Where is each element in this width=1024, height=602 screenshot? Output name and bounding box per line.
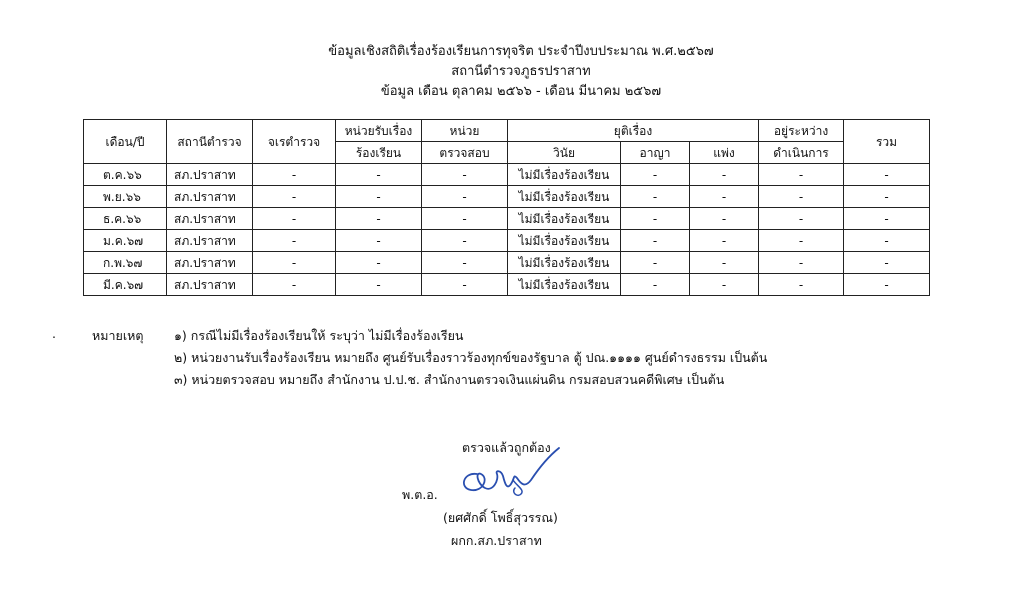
cell-criminal: - (621, 164, 690, 186)
header-civil: แพ่ง (690, 142, 759, 164)
document-title (0, 42, 1024, 102)
cell-total: - (844, 274, 930, 296)
cell-inspection: - (422, 186, 508, 208)
cell-month: ต.ค.๖๖ (84, 164, 167, 186)
table-row (84, 164, 930, 186)
cell-month: ก.พ.๖๗ (84, 252, 167, 274)
cell-civil: - (690, 164, 759, 186)
remark-item-1: ๑) กรณีไม่มีเรื่องร้องเรียนให้ ระบุว่า ไม่มีเรื่องร้องเรียน (174, 328, 464, 343)
signer-name: (ยศศักดิ์ โพธิ์สุวรรณ) (443, 510, 558, 525)
table-row (84, 208, 930, 230)
cell-station: สภ.ปราสาท (167, 230, 253, 252)
cell-receiving: - (336, 274, 422, 296)
cell-civil: - (690, 208, 759, 230)
cell-receiving: - (336, 208, 422, 230)
cell-traffic: - (253, 186, 336, 208)
cell-in-progress: - (759, 230, 844, 252)
cell-in-progress: - (759, 274, 844, 296)
header-receiving-unit-line2: ร้องเรียน (336, 142, 422, 164)
header-month: เดือน/ปี (84, 120, 167, 164)
cell-traffic: - (253, 208, 336, 230)
cell-in-progress: - (759, 252, 844, 274)
cell-discipline: ไม่มีเรื่องร้องเรียน (508, 164, 621, 186)
cell-inspection: - (422, 252, 508, 274)
handwritten-signature (455, 444, 565, 502)
cell-discipline: ไม่มีเรื่องร้องเรียน (508, 230, 621, 252)
header-in-progress-line1: อยู่ระหว่าง (759, 120, 844, 142)
signer-rank: พ.ต.อ. (402, 487, 438, 502)
title-line-3: ข้อมูล เดือน ตุลาคม ๒๕๖๖ - เดือน มีนาคม ๒๕๖๗ (380, 84, 662, 99)
cell-inspection: - (422, 164, 508, 186)
header-discipline: วินัย (508, 142, 621, 164)
cell-receiving: - (336, 186, 422, 208)
cell-civil: - (690, 186, 759, 208)
cell-civil: - (690, 230, 759, 252)
header-total: รวม (844, 120, 930, 164)
cell-discipline: ไม่มีเรื่องร้องเรียน (508, 186, 621, 208)
cell-inspection: - (422, 274, 508, 296)
cell-receiving: - (336, 164, 422, 186)
table-row (84, 186, 930, 208)
cell-in-progress: - (759, 186, 844, 208)
cell-station: สภ.ปราสาท (167, 186, 253, 208)
cell-total: - (844, 230, 930, 252)
remarks-heading: หมายเหตุ (92, 328, 144, 343)
signature-stroke (464, 448, 559, 490)
cell-total: - (844, 208, 930, 230)
cell-traffic: - (253, 252, 336, 274)
cell-total: - (844, 186, 930, 208)
header-concluded: ยุติเรื่อง (508, 120, 759, 142)
title-line-1: ข้อมูลเชิงสถิติเรื่องร้องเรียนการทุจริต ประจำปีงบประมาณ พ.ศ.๒๕๖๗ (328, 44, 714, 59)
cell-criminal: - (621, 186, 690, 208)
title-line-2: สถานีตำรวจภูธรปราสาท (451, 64, 591, 79)
cell-traffic: - (253, 230, 336, 252)
header-inspection-unit-line1: หน่วย (422, 120, 508, 142)
cell-discipline: ไม่มีเรื่องร้องเรียน (508, 252, 621, 274)
cell-station: สภ.ปราสาท (167, 208, 253, 230)
cell-civil: - (690, 252, 759, 274)
header-receiving-unit-line1: หน่วยรับเรื่อง (336, 120, 422, 142)
cell-station: สภ.ปราสาท (167, 252, 253, 274)
cell-month: พ.ย.๖๖ (84, 186, 167, 208)
cell-traffic: - (253, 274, 336, 296)
remarks-bullet: . (52, 326, 56, 341)
header-in-progress-line2: ดำเนินการ (759, 142, 844, 164)
table-row (84, 230, 930, 252)
cell-in-progress: - (759, 164, 844, 186)
cell-discipline: ไม่มีเรื่องร้องเรียน (508, 274, 621, 296)
cell-receiving: - (336, 230, 422, 252)
cell-month: มี.ค.๖๗ (84, 274, 167, 296)
cell-civil: - (690, 274, 759, 296)
signer-position: ผกก.สภ.ปราสาท (451, 533, 542, 548)
remark-item-3: ๓) หน่วยตรวจสอบ หมายถึง สำนักงาน ป.ป.ช. สำนักงานตรวจเงินแผ่นดิน กรมสอบสวนคดีพิเศษ เป็นต้น (174, 372, 725, 387)
remark-item-2: ๒) หน่วยงานรับเรื่องร้องเรียน หมายถึง ศูนย์รับเรื่องราวร้องทุกข์ของรัฐบาล ตู้ ปณ.๑๑๑๑ ศูนย์ดำรงธรรม เป็นต้น (174, 350, 768, 365)
certified-label: ตรวจแล้วถูกต้อง (462, 440, 551, 455)
cell-traffic: - (253, 164, 336, 186)
header-traffic: จเรตำรวจ (253, 120, 336, 164)
table-row (84, 274, 930, 296)
cell-total: - (844, 164, 930, 186)
cell-station: สภ.ปราสาท (167, 164, 253, 186)
header-station: สถานีตำรวจ (167, 120, 253, 164)
cell-total: - (844, 252, 930, 274)
cell-criminal: - (621, 274, 690, 296)
cell-criminal: - (621, 230, 690, 252)
cell-in-progress: - (759, 208, 844, 230)
cell-criminal: - (621, 208, 690, 230)
cell-receiving: - (336, 252, 422, 274)
complaint-statistics-table (83, 119, 930, 296)
cell-inspection: - (422, 230, 508, 252)
cell-station: สภ.ปราสาท (167, 274, 253, 296)
cell-month: ธ.ค.๖๖ (84, 208, 167, 230)
table-row (84, 252, 930, 274)
table-header-row-1 (84, 120, 930, 142)
cell-discipline: ไม่มีเรื่องร้องเรียน (508, 208, 621, 230)
cell-month: ม.ค.๖๗ (84, 230, 167, 252)
header-criminal: อาญา (621, 142, 690, 164)
cell-inspection: - (422, 208, 508, 230)
header-inspection-unit-line2: ตรวจสอบ (422, 142, 508, 164)
cell-criminal: - (621, 252, 690, 274)
